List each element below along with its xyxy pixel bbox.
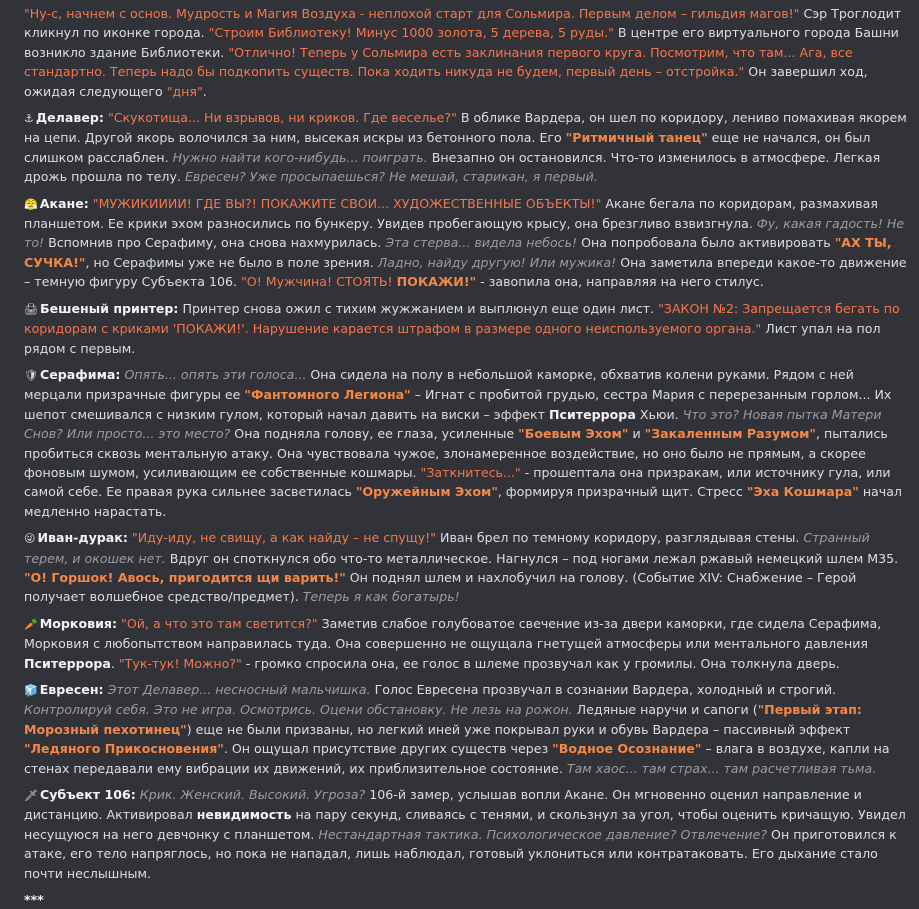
inner-thought: Контролируй себя. Это не игра. Осмотрись. Оцени обстановку. Не лезь на рожон. (24, 702, 573, 718)
story-paragraph (24, 680, 909, 778)
highlighted-quote: "Боевым Эхом" (518, 426, 629, 442)
highlighted-quote: "Ой, а что это там светится?" (121, 615, 318, 631)
inner-thought: Опять... опять эти голоса... (124, 366, 307, 382)
narration-text: Акане бегала по коридорам, размахивая планшетом. Ее крики эхом разносились по бункеру. Увидев пробегающую крысу, она брезгливо взвизгнула. (24, 195, 882, 232)
highlighted-quote: "Водное Осознание" (552, 741, 702, 757)
story-paragraph (24, 299, 909, 358)
inner-thought: Странный терем, и окошек нет. (24, 530, 874, 566)
character-name: Бешеный принтер: (39, 300, 179, 316)
narration-text: и (628, 426, 645, 442)
narration-text: Сэр Троглодит кликнул по иконке города. (24, 6, 906, 41)
highlighted-quote: "Иду-иду, не свищу, а как найду – не спущу!" (131, 530, 437, 546)
narration-text: еще не начался, он был слишком расслаблен. (24, 130, 875, 165)
inner-thought: Крик. Женский. Высокий. Угроза? (139, 787, 366, 803)
highlighted-quote: "Тук-тук! Можно?" (118, 655, 242, 671)
narration-text: Она попробовала было активировать (577, 235, 835, 251)
narration-text: Он завершил ход, ожидая следующего (24, 64, 872, 99)
narration-text: В центре его виртуального города Башни возникло здание Библиотеки. (24, 25, 903, 60)
story-paragraph (24, 108, 909, 187)
narration-text: , но Серафимы уже не было в поле зрения. (85, 254, 378, 270)
character-emoji-icon: 🛡 (24, 368, 38, 382)
highlighted-quote: "АХ ТЫ, СУЧКА!" (24, 235, 896, 270)
narration-text: Иван брел по темному коридору, разглядывая стены. (436, 530, 804, 546)
highlighted-quote: "Ритмичный танец" (565, 130, 708, 146)
narration-text: Хьюи. (635, 406, 683, 422)
character-name: Пситеррора (548, 406, 636, 422)
character-name: невидимость (196, 807, 292, 823)
highlighted-quote: "Ледяного Прикосновения" (24, 741, 224, 757)
narration-text: . (110, 655, 119, 671)
narration-text: Он приготовился к атаке, его тело напряглось, но пока не нападал, лишь наблюдал, готовый уклониться или контратаковать. Его дыхание стало почти неслышным. (24, 826, 901, 881)
highlighted-quote: "О! Мужчина! СТОЯТЬ! (241, 274, 397, 290)
narration-text: Вдруг он споткнулся обо что-то металлическое. Нагнулся – под ногами лежал ржавый немецкий шлем М35. (165, 550, 903, 566)
inner-thought: Ладно, найду другую! Или мужика! (377, 254, 617, 270)
scene-separator: *** (24, 892, 44, 908)
character-name: Пситеррора (24, 655, 111, 671)
narration-text: . (202, 83, 207, 99)
narration-text: Голос Евресена прозвучал в сознании Вардера, холодный и строгий. (370, 682, 841, 697)
inner-thought: Что это? Новая пытка Матери Снов? Или просто... это место? (24, 406, 886, 442)
narration-text: В облике Вардера, он шел по коридору, лениво помахивая якорем на цепи. Другой якорь волочился за ним, высекая искры из бетонного пола. Его (24, 110, 911, 146)
character-emoji-icon: ⚓ (24, 112, 34, 126)
highlighted-quote: "Скукотища... Ни взрывов, ни криков. Где веселье?" (107, 110, 457, 126)
narration-text: Внезапно он остановился. Что-то изменилось в атмосфере. Легкая дрожь прошла по телу. (24, 149, 885, 185)
inner-thought: Эта стерва... видела небось! (385, 235, 578, 251)
story-paragraph (24, 365, 909, 521)
character-name: Акане: (39, 195, 89, 211)
story-paragraph (24, 194, 909, 292)
inner-thought: Нужно найти кого-нибудь... поиграть. (172, 149, 428, 165)
character-name: Делавер: (35, 110, 104, 126)
highlighted-quote: "О! Горшок! Авось, пригодится щи варить!" (24, 569, 346, 585)
inner-thought: Фу, какая гадость! Не то! (24, 216, 909, 251)
narration-text: 106-й замер, услышав вопли Акане. Он мгновенно оценил направление и дистанцию. Активировал (24, 787, 866, 823)
character-emoji-icon: 🗡 (24, 789, 38, 803)
inner-thought: Там хаос... там страх... там расчетливая тьма. (566, 760, 877, 776)
narration-text: - завопила она, направляя на него стилус. (476, 274, 764, 290)
highlighted-quote: "дня" (166, 83, 203, 99)
narration-text: на пару секунд, сливаясь с тенями, и скользнул за угол, чтобы оценить кричащую. Увидел несущуюся на него девчонку с планшетом. (24, 807, 910, 842)
inner-thought: Евресен? Уже просыпаешься? Не мешай, старикан, я первый. (184, 169, 598, 185)
narration-text: – Игнат с пробитой грудью, сестра Мария с перерезанным горлом... Их шепот смешивался с низким гулом, который начал давить на виски – эффект (24, 387, 896, 422)
character-name: Евресен: (39, 682, 104, 697)
inner-thought: Этот Делавер... несносный мальчишка. (107, 682, 371, 697)
narration-text: Лист упал на пол рядом с первым. (24, 321, 885, 356)
character-emoji-icon: 🧊 (24, 684, 38, 697)
narration-text: - громко спросила она, ее голос в шлеме прозвучал как у громилы. Она толкнула дверь. (241, 655, 840, 671)
highlighted-quote: "Фантомного Легиона" (244, 387, 411, 403)
character-name: Иван-дурак: (37, 530, 128, 546)
highlighted-quote: "Ну-с, начнем с основ. Мудрость и Магия Воздуха - неплохой старт для Сольмира. Первым делом – гильдия магов!" (24, 6, 800, 21)
narration-text: , формируя призрачный щит. Стресс (497, 484, 747, 500)
highlighted-quote: "Отлично! Теперь у Сольмира есть заклинания первого круга. Посмотрим, что там... Ага, все стандартно. Теперь надо бы подкопить существ. Пока ходить никуда не будем, первый день – отстройка." (24, 44, 857, 80)
highlighted-quote: "Оружейным Эхом" (355, 484, 498, 500)
character-name: Морковия: (39, 615, 118, 631)
highlighted-quote: "Закаленным Разумом" (644, 426, 816, 442)
story-paragraph (24, 614, 909, 673)
narration-text: Принтер снова ожил с тихим жужжанием и выплюнул еще один лист. (178, 300, 659, 316)
inner-thought: Теперь я как богатырь! (302, 589, 460, 605)
story-paragraph (24, 528, 909, 607)
highlighted-quote: ПОКАЖИ!" (396, 274, 477, 290)
narration-text: Ледяные наручи и сапоги ( (572, 702, 758, 718)
character-emoji-icon: 🥕 (24, 617, 38, 631)
highlighted-quote: "МУЖИКИИИИ! ГДЕ ВЫ?! ПОКАЖИТЕ СВОИ... ХУДОЖЕСТВЕННЫЕ ОБЪЕКТЫ!" (92, 195, 602, 211)
highlighted-quote: "Заткнитесь..." (420, 464, 521, 480)
narration-text: Вспомнив про Серафиму, она снова нахмурилась. (44, 235, 386, 251)
highlighted-quote: "Строим Библиотеку! Минус 1000 золота, 5 дерева, 5 руды." (208, 25, 614, 41)
character-emoji-icon: 🖨 (24, 302, 38, 316)
narration-text: . Он ощущал присутствие других существ через (223, 741, 553, 757)
narration-text: Она заметила впереди какое-то движение – темную фигуру Субъекта 106. (24, 254, 911, 290)
narration-text: , пытались пробиться сквозь ментальную атаку. Она чувствовала чужое, злонамеренное воздействие, но оно было не прямым, а скорее фоновым шумом, усиливающим ее собственные кошмары. (24, 426, 892, 480)
narration-text: Она подняла голову, ее глаза, усиленные (230, 426, 519, 442)
narration-text: Заметив слабое голубоватое свечение из-за двери каморки, где сидела Серафима, Морковия с любопытством направилась туда. Она совершенно не ощущала гнетущей атмосферы или ментального давления (24, 615, 886, 652)
highlighted-quote: "Эха Кошмара" (746, 484, 859, 500)
narration-text: Он поднял шлем и нахлобучил на голову. (Событие XIV: Снабжение – Герой получает волшебное средство/предмет). (24, 569, 861, 605)
character-name: Серафима: (39, 366, 121, 382)
narration-text: Она сидела на полу в небольшой каморке, обхватив колени руками. Рядом с ней мерцали призрачные фигуры ее (24, 366, 858, 403)
character-emoji-icon: 😤 (24, 197, 38, 211)
highlighted-quote: "Первый этап: Морозный пехотинец" (24, 702, 867, 737)
character-emoji-icon: 😜 (24, 532, 36, 546)
narration-text: ) еще не были призваны, но легкий иней уже покрывал руки и обувь Вардера – пассивный эффект (186, 721, 855, 737)
narration-text: - прошептала она призракам, или источнику гула, или самой себе. Ее правая рука сильнее засветилась (24, 464, 895, 500)
narration-text: – влага в воздухе, капли на стенах передавали ему вибрации их движений, их приблизительное состояние. (24, 741, 894, 776)
story-paragraph (24, 4, 909, 101)
character-name: Субъект 106: (39, 787, 136, 803)
narration-text: начал медленно нарастать. (24, 484, 906, 519)
highlighted-quote: "ЗАКОН №2: Запрещается бегать по коридорам с криками 'ПОКАЖИ!'. Нарушение карается штрафом в размере одного неиспользуемого органа." (24, 300, 904, 337)
inner-thought: Нестандартная тактика. Психологическое давление? Отвлечение? (318, 826, 768, 842)
